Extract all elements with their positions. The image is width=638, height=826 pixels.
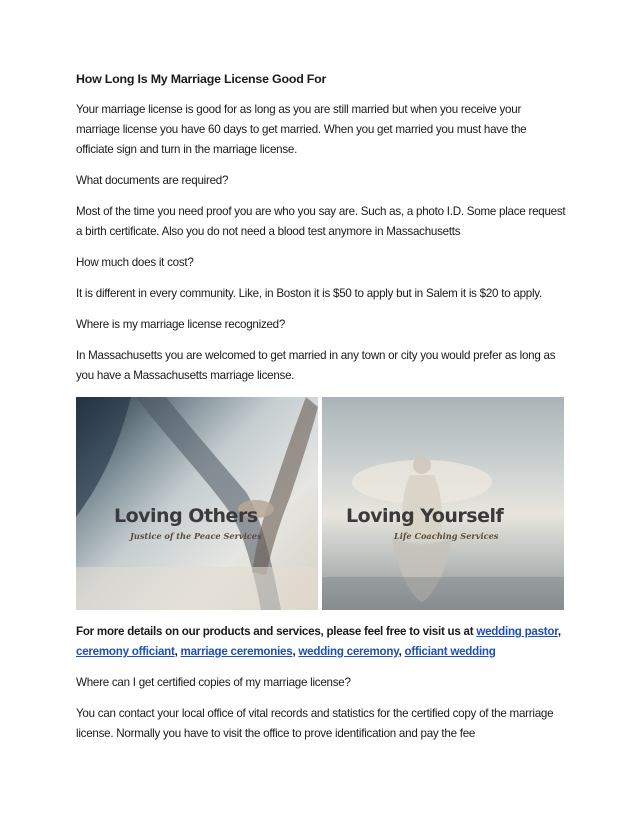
services-cta xyxy=(76,622,566,662)
loving-yourself-panel xyxy=(322,397,564,610)
paragraph-recognition: In Massachusetts you are welcomed to get married in any town or city you would prefer as long as you have a Massachusetts marriage license. xyxy=(76,349,556,382)
ceremony-officiant-link[interactable]: ceremony officiant xyxy=(76,645,175,658)
loving-yourself-title: Loving Yourself xyxy=(346,505,504,527)
cta-separator: , xyxy=(292,645,299,658)
cta-lead: For more details on our products and services, please feel free to visit us at xyxy=(76,625,477,638)
cta-separator: , xyxy=(557,625,561,638)
paragraph-validity: Your marriage license is good for as long as you are still married but when you receive your marriage license you have 60 days to get married. When you get married you must have the officiate sign and turn in the marriage license. xyxy=(76,103,527,156)
loving-others-title: Loving Others xyxy=(114,505,258,527)
paragraph-documents: Most of the time you need proof you are who you say are. Such as, a photo I.D. Some place request a birth certificate. Also you do not need a blood test anymore in Massachusetts xyxy=(76,205,566,238)
wedding-pastor-link[interactable]: wedding pastor xyxy=(476,625,558,638)
cta-separator: , xyxy=(398,645,405,658)
question-documents: What documents are required? xyxy=(76,174,229,187)
officiant-wedding-link[interactable]: officiant wedding xyxy=(404,645,496,658)
loving-others-panel xyxy=(76,397,318,610)
question-cost: How much does it cost? xyxy=(76,256,194,269)
loving-yourself-subtitle: Life Coaching Services xyxy=(394,531,499,541)
meditation-figure-illustration xyxy=(322,397,564,610)
wedding-ceremony-link[interactable]: wedding ceremony xyxy=(298,645,399,658)
paragraph-cost: It is different in every community. Like, in Boston it is $50 to apply but in Salem it is $20 to apply. xyxy=(76,287,542,300)
paragraph-certified-copies: You can contact your local office of vital records and statistics for the certified copy of the marriage license. Normally you have to visit the office to prove identification and pay the fee xyxy=(76,707,554,740)
page-title: How Long Is My Marriage License Good For xyxy=(76,72,327,86)
services-banner-image xyxy=(76,397,564,610)
holding-hands-illustration xyxy=(76,397,318,610)
cta-separator: , xyxy=(174,645,181,658)
marriage-ceremonies-link[interactable]: marriage ceremonies xyxy=(180,645,293,658)
question-recognition: Where is my marriage license recognized? xyxy=(76,318,286,331)
document-content xyxy=(76,72,566,755)
question-certified-copies: Where can I get certified copies of my marriage license? xyxy=(76,676,351,689)
loving-others-subtitle: Justice of the Peace Services xyxy=(130,531,262,541)
